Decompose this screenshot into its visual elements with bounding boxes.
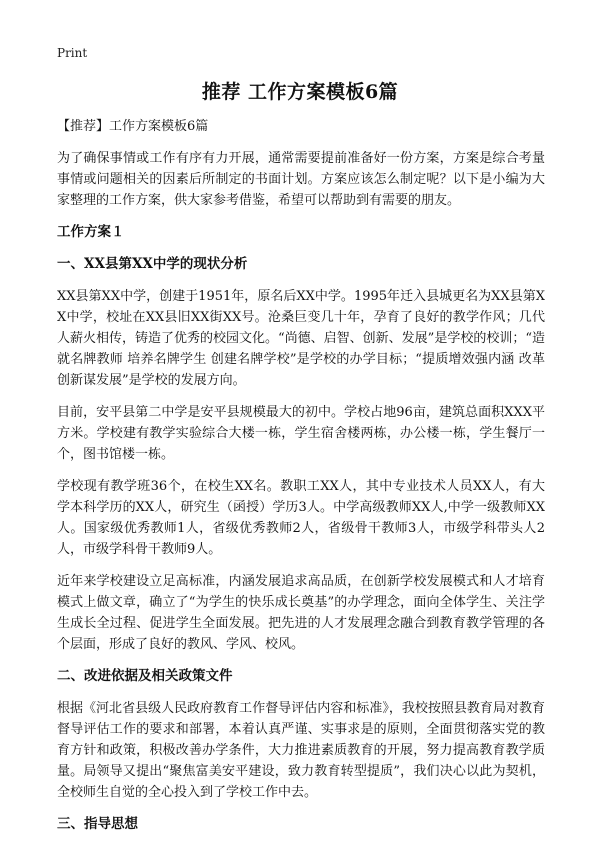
section-heading-2: 二、改进依据及相关政策文件 (57, 668, 233, 684)
print-label[interactable]: Print (57, 46, 88, 60)
plan-heading: 工作方案１ (57, 224, 125, 240)
paragraph-school-history: XX县第XX中学，创建于1951年，原名后XX中学。1995年迁入县城更名为XX县第XX中学，校址在XX县旧XX街XX号。沧桑巨变几十年，孕育了良好的教学作风；几代人薪火相传，铸造了优秀的校园文化。“尚德、启智、创新、发展”是学校的校训；“造就名牌教师 培养名牌学生 创建名牌学校”是学校的办学目标；“提质增效强内涵 改革创新谋发展”是学校的发展方向。 (57, 289, 545, 388)
document-subtitle: 【推荐】工作方案模板6篇 (57, 119, 209, 134)
section-heading-3: 三、指导思想 (57, 816, 138, 832)
section-heading-1: 一、XX县第XX中学的现状分析 (57, 256, 248, 272)
paragraph-school-facilities: 目前，安平县第二中学是安平县规模最大的初中。学校占地96亩，建筑总面积XXX平方米。学校建有教学实验综合大楼一栋，学生宿舍楼两栋，办公楼一栋，学生餐厅一个，图书馆楼一栋。 (57, 405, 545, 462)
paragraph-development: 近年来学校建设立足高标准，内涵发展追求高品质，在创新学校发展模式和人才培育模式上做文章，确立了“为学生的快乐成长奠基”的办学理念，面向全体学生、关注学生成长全过程、促进学生全面发展。把先进的人才发展理念融合到教育教学管理的各个层面，形成了良好的教风、学风、校风。 (57, 574, 545, 652)
paragraph-policy: 根据《河北省县级人民政府教育工作督导评估内容和标准》，我校按照县教育局对教育督导评估工作的要求和部署，本着认真严谨、实事求是的原则，全面贯彻落实党的教育方针和政策，积极改善办学条件，大力推进素质教育的开展，努力提高教育教学质量。局领导又提出“聚焦富美安平建设，致力教育转型提质”，我们决心以此为契机，全校师生自觉的全心投入到了学校工作中去。 (57, 701, 545, 800)
document-body (57, 118, 545, 846)
document-title: 推荐 工作方案模板6篇 (201, 81, 399, 103)
paragraph-staff: 学校现有教学班36个，在校生XX名。教职工XX人，其中专业技术人员XX人，有大学本科学历的XX人，研究生（函授）学历3人。中学高级教师XX人,中学一级教师XX人。国家级优秀教师1人，省级优秀教师2人，省级骨干教师3人，市级学科带头人2人，市级学科骨干教师9人。 (57, 479, 545, 557)
intro-paragraph: 为了确保事情或工作有序有力开展，通常需要提前准备好一份方案，方案是综合考量事情或问题相关的因素后所制定的书面计划。方案应该怎么制定呢？以下是小编为大家整理的工作方案，供大家参考借鉴，希望可以帮助到有需要的朋友。 (57, 151, 545, 208)
